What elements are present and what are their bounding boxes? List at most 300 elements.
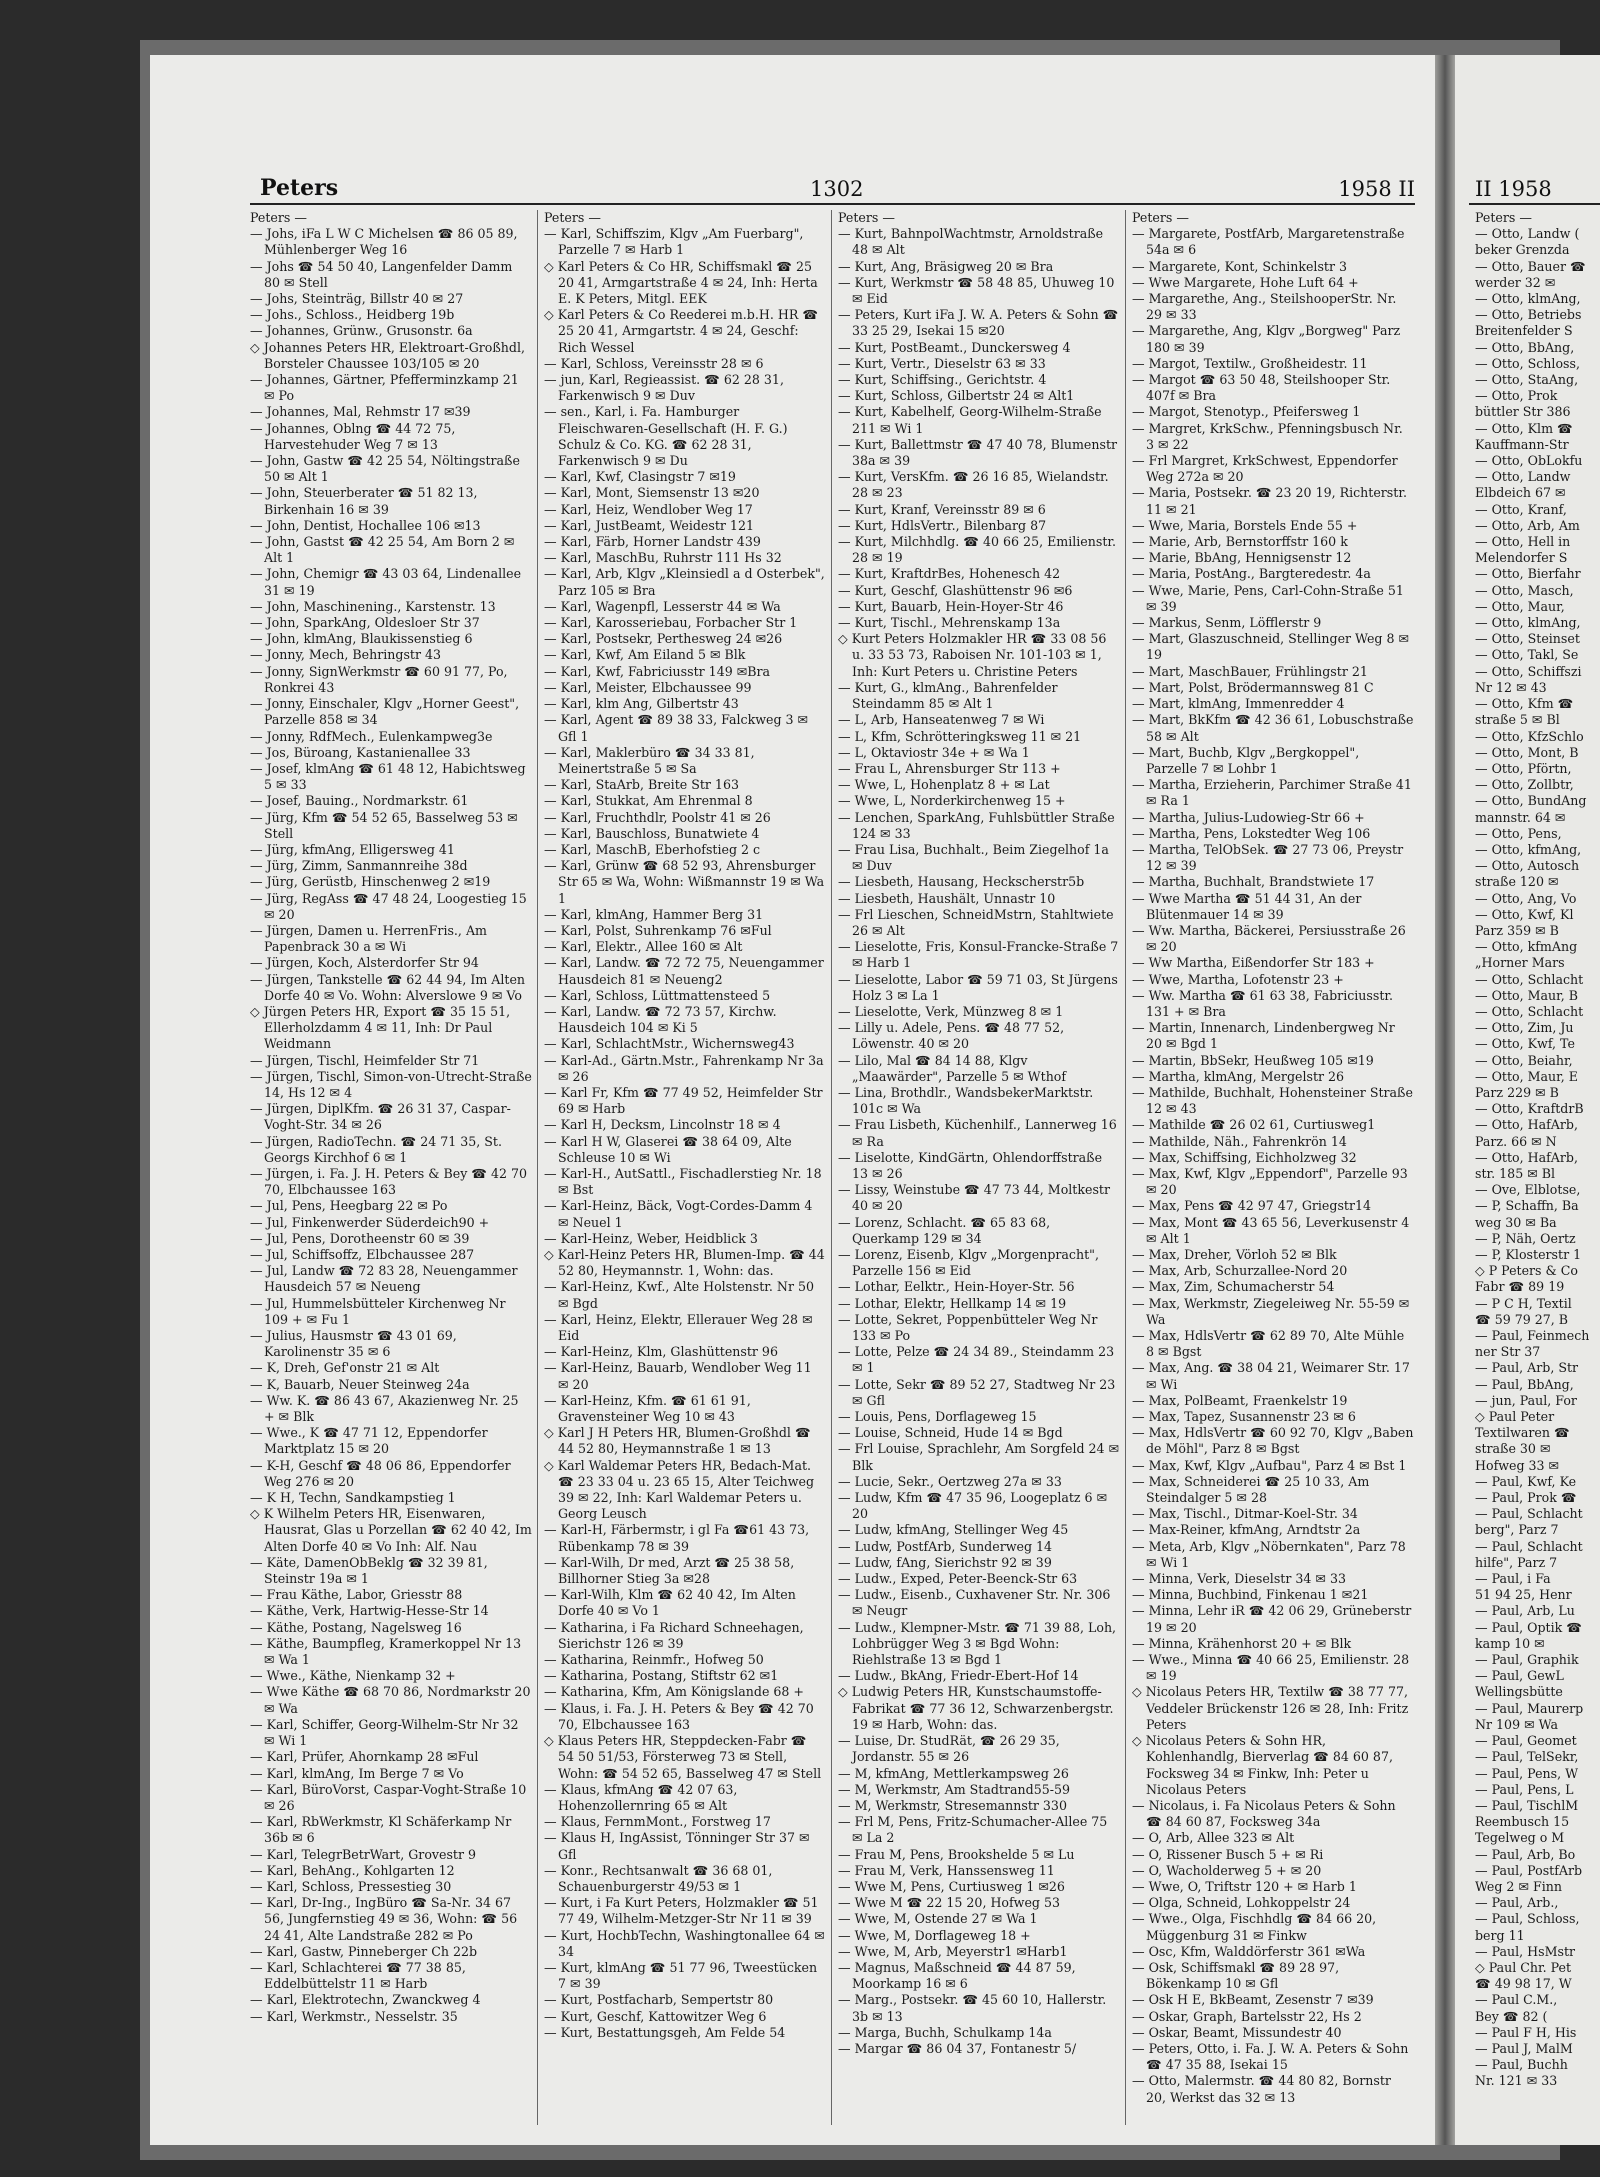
directory-entry: Nr. 121 ✉ 33 — [1475, 2073, 1558, 2089]
directory-entry: — John, Chemigr ☎ 43 03 64, Lindenallee 31 ✉ 19 — [250, 566, 522, 598]
directory-entry: — Mart, Polst, Brödermannsweg 81 C — [1132, 679, 1374, 695]
directory-entry: — John, Dentist, Hochallee 106 ✉13 — [250, 517, 481, 533]
directory-entry: — Max, Schiffsing, Eichholzweg 32 — [1132, 1149, 1357, 1165]
directory-entry: Breitenfelder S — [1475, 323, 1573, 339]
directory-entry: — Marie, Arb, Bernstorffstr 160 k — [1132, 534, 1348, 550]
directory-entry: — Kurt, Bauarb, Hein-Hoyer-Str 46 — [838, 598, 1064, 614]
directory-entry: — Otto, Steinset — [1475, 631, 1580, 647]
directory-entry: — Mart, BkKfm ☎ 42 36 61, Lobuschstraße 58 ✉ Alt — [1132, 712, 1414, 744]
directory-entry: ◇ Nicolaus Peters HR, Textilw ☎ 38 77 77, Veddeler Brückenstr 126 ✉ 28, Inh: Fritz Peters — [1132, 1684, 1409, 1732]
directory-entry: ◇ Ludwig Peters HR, Kunstschaumstoffe-Fabrikat ☎ 77 36 12, Schwarzenbergstr. 19 ✉ Harb, Wohn: das. — [838, 1684, 1114, 1732]
directory-entry: — Lothar, Eelktr., Hein-Hoyer-Str. 56 — [838, 1279, 1075, 1295]
directory-entry: kamp 10 ✉ — [1475, 1635, 1545, 1651]
directory-entry: — Johs., Schloss., Heidberg 19b — [250, 307, 455, 323]
directory-entry: ◇ Klaus Peters HR, Steppdecken-Fabr ☎ 54 50 51/53, Försterweg 73 ✉ Stell, Wohn: ☎ 54 52 65, Basselweg 47 ✉ Stell — [544, 1733, 822, 1781]
directory-entry: — Mart, Glaszuschneid, Stellinger Weg 8 ✉ 19 — [1132, 631, 1410, 663]
directory-entry: — Kurt, Postfacharb, Sempertstr 80 — [544, 1992, 774, 2008]
directory-entry: — Margar ☎ 86 04 37, Fontanestr 5/ — [838, 2040, 1077, 2056]
directory-entry: — Käte, DamenObBeklg ☎ 32 39 81, Steinstr 19a ✉ 1 — [250, 1554, 488, 1587]
directory-entry: — Karl, Dr-Ing., IngBüro ☎ Sa-Nr. 34 67 56, Jungfernstieg 49 ✉ 36, Wohn: ☎ 56 24 41, Alte Landstraße 282 ✉ Po — [250, 1895, 518, 1943]
directory-entry: — Jürg, Zimm, Sanmannreihe 38d — [250, 858, 468, 874]
directory-entry: Parz 229 ✉ B — [1475, 1084, 1559, 1100]
directory-entry: — Marie, BbAng, Hennigsenstr 12 — [1132, 550, 1352, 566]
directory-entry: — Mart, klmAng, Immenredder 4 — [1132, 696, 1345, 712]
directory-entry: — Meta, Arb, Klgv „Nöbernkaten", Parz 78 ✉ Wi 1 — [1132, 1538, 1406, 1570]
column-2 — [544, 210, 826, 2125]
directory-entry: — Karl, Schlachterei ☎ 77 38 85, Eddelbüttelstr 11 ✉ Harb — [250, 1959, 466, 1992]
directory-entry: ◇ Nicolaus Peters & Sohn HR, Kohlenhandlg, Bierverlag ☎ 84 60 87, Focksweg 34 ✉ Finkw, Inh: Peter u Nicolaus Peters — [1132, 1733, 1393, 1797]
directory-entry: — Nicolaus, i. Fa Nicolaus Peters & Sohn ☎ 84 60 87, Focksweg 34a — [1132, 1797, 1396, 1830]
directory-entry: — Kurt, Kabelhelf, Georg-Wilhelm-Straße 211 ✉ Wi 1 — [838, 404, 1102, 436]
directory-entry: — P, Näh, Oertz — [1475, 1230, 1576, 1246]
directory-entry: — Ludw., Eisenb., Cuxhavener Str. Nr. 306 ✉ Neugr — [838, 1587, 1111, 1619]
directory-entry: — Jürgen, i. Fa. J. H. Peters & Bey ☎ 42 70 70, Elbchaussee 163 — [250, 1165, 528, 1198]
directory-entry: — Max, Schneiderei ☎ 25 10 33, Am Steindalger 5 ✉ 28 — [1132, 1473, 1370, 1506]
directory-entry: — Kurt, Schloss, Gilbertstr 24 ✉ Alt1 — [838, 388, 1075, 404]
directory-entry: — Otto, Schiffszi — [1475, 663, 1582, 679]
directory-entry: — Martha, Buchhalt, Brandstwiete 17 — [1132, 874, 1375, 890]
directory-entry: — Konr., Rechtsanwalt ☎ 36 68 01, Schauenburgerstr 49/53 ✉ 1 — [544, 1862, 773, 1894]
directory-entry: — Katharina, Reinmfr., Hofweg 50 — [544, 1652, 764, 1668]
directory-entry: — Ludw, Kfm ☎ 47 35 96, Loogeplatz 6 ✉ 20 — [838, 1490, 1108, 1522]
directory-entry: — Kurt, Werkmstr ☎ 58 48 85, Uhuweg 10 ✉ Eid — [838, 274, 1115, 307]
directory-entry: — Jonny, Mech, Behringstr 43 — [250, 647, 442, 663]
directory-entry: — Karl, SchlachtMstr., Wichernsweg43 — [544, 1036, 795, 1052]
directory-entry: — Martha, Julius-Ludowieg-Str 66 + — [1132, 809, 1365, 825]
directory-entry: — Peters, Kurt iFa J. W. A. Peters & Sohn ☎ 33 25 29, Isekai 15 ✉20 — [838, 307, 1119, 339]
directory-entry: büttler Str 386 — [1475, 404, 1571, 420]
directory-entry: — Otto, KraftdrB — [1475, 1101, 1584, 1117]
directory-entry: — Paul, Arb, Str — [1475, 1360, 1579, 1376]
directory-entry: — John, SparkAng, Oldesloer Str 37 — [250, 615, 480, 631]
directory-entry: — Karl, Mont, Siemsenstr 13 ✉20 — [544, 485, 760, 501]
directory-entry: — Wwe., K ☎ 47 71 12, Eppendorfer Marktplatz 15 ✉ 20 — [250, 1425, 488, 1457]
directory-entry: — Otto, Kwf, Te — [1475, 1036, 1575, 1052]
directory-entry: — Jul, Finkenwerder Süderdeich90 + — [250, 1214, 490, 1230]
directory-entry: — Frau M, Verk, Hanssensweg 11 — [838, 1862, 1055, 1878]
directory-entry: — Karl, MaschBu, Ruhrstr 111 Hs 32 — [544, 550, 782, 566]
directory-entry: — Karl, Elektr., Allee 160 ✉ Alt — [544, 939, 743, 955]
directory-entry: Hofweg 33 ✉ — [1475, 1457, 1560, 1473]
directory-entry: — Kurt, Ang, Bräsigweg 20 ✉ Bra — [838, 258, 1054, 274]
directory-entry: — Wwe, Martha, Lofotenstr 23 + — [1132, 971, 1344, 987]
directory-entry: — Karl, klmAng, Hammer Berg 31 — [544, 906, 764, 922]
directory-entry: Parz 359 ✉ B — [1475, 922, 1559, 938]
directory-entry: werder 32 ✉ — [1475, 274, 1556, 290]
directory-entry: — Max, HdlsVertr ☎ 60 92 70, Klgv „Baben de Möhl", Parz 8 ✉ Bgst — [1132, 1425, 1414, 1457]
directory-entry: — Kurt, Schiffsing., Gerichtstr. 4 — [838, 372, 1047, 388]
directory-entry: — Karl-Heinz, Kwf., Alte Holstenstr. Nr 50 ✉ Bgd — [544, 1279, 814, 1311]
directory-entry: — Otto, Kwf, Kl — [1475, 906, 1574, 922]
directory-entry: — Oskar, Graph, Bartelsstr 22, Hs 2 — [1132, 2008, 1362, 2024]
column-1 — [250, 210, 532, 2125]
directory-entry: — Karl, Prüfer, Ahornkamp 28 ✉Ful — [250, 1749, 479, 1765]
directory-entry: — Paul J, MalM — [1475, 2040, 1573, 2056]
directory-entry: — Jürg, kfmAng, Elligersweg 41 — [250, 841, 455, 857]
directory-entry: — Otto, Zollbtr, — [1475, 777, 1574, 793]
directory-entry: — Louis, Pens, Dorflageweg 15 — [838, 1409, 1037, 1425]
directory-entry: — Ludw., Klempner-Mstr. ☎ 71 39 88, Loh, Lohbrügger Weg 3 ✉ Bgd Wohn: Riehlstraße 13 ✉ Bgd 1 — [838, 1619, 1117, 1668]
directory-entry: — Klaus, kfmAng ☎ 42 07 63, Hohenzollernring 65 ✉ Alt — [544, 1781, 738, 1813]
directory-entry: — Karl, BehAng., Kohlgarten 12 — [250, 1862, 455, 1878]
directory-entry: ◇ Karl Peters & Co HR, Schiffsmakl ☎ 25 20 41, Armgartstraße 4 ✉ 24, Inh: Herta E. K Peters, Mitgl. EEK — [544, 258, 818, 307]
directory-entry: — Lina, Brothdlr., WandsbekerMarktstr. 101c ✉ Wa — [838, 1084, 1094, 1117]
directory-entry: — Wwe., Käthe, Nienkamp 32 + — [250, 1668, 456, 1684]
directory-entry: — Paul, Schlacht — [1475, 1538, 1583, 1554]
directory-entry: ◇ Karl-Heinz Peters HR, Blumen-Imp. ☎ 44 52 80, Heymannstr. 1, Wohn: das. — [544, 1247, 825, 1279]
directory-entry: — Liselotte, KindGärtn, Ohlendorffstraße 13 ✉ 26 — [838, 1149, 1103, 1181]
directory-entry: — Minna, Verk, Dieselstr 34 ✉ 33 — [1132, 1571, 1346, 1587]
directory-entry: — Kurt, Geschf, Kattowitzer Weg 6 — [544, 2008, 767, 2024]
directory-entry: — Margarete, PostfArb, Margaretenstraße 54a ✉ 6 — [1132, 226, 1405, 258]
directory-entry: — Otto, Landw — [1475, 469, 1571, 485]
directory-entry: — O, Arb, Allee 323 ✉ Alt — [1132, 1830, 1295, 1846]
directory-entry: — Karl, Schiffszim, Klgv „Am Fuerbarg", Parzelle 7 ✉ Harb 1 — [544, 226, 804, 258]
directory-entry: — Karl, Werkmstr., Nesselstr. 35 — [250, 2008, 458, 2024]
directory-entry: — Käthe, Postang, Nagelsweg 16 — [250, 1619, 462, 1635]
directory-entry: — Karl-H., AutSattl., Fischadlerstieg Nr. 18 ✉ Bst — [544, 1165, 822, 1198]
directory-entry: — Otto, Autosch — [1475, 858, 1580, 874]
directory-entry: — Wwe, M, Arb, Meyerstr1 ✉Harb1 — [838, 1943, 1068, 1959]
directory-entry: — Maria, PostAng., Bargteredestr. 4a — [1132, 566, 1371, 582]
directory-entry: — Max, HdlsVertr ☎ 62 89 70, Alte Mühle 8 ✉ Bgst — [1132, 1328, 1405, 1360]
directory-entry: — Otto, Zim, Ju — [1475, 1020, 1574, 1036]
directory-entry: — Ludw., BkAng, Friedr-Ebert-Hof 14 — [838, 1668, 1079, 1684]
directory-entry: — Otto, Masch, — [1475, 582, 1574, 598]
header-name: Peters — [260, 175, 339, 201]
directory-entry: — Mathilde ☎ 26 02 61, Curtiusweg1 — [1132, 1117, 1376, 1133]
directory-entry: Reembusch 15 — [1475, 1814, 1570, 1830]
directory-entry: — Paul, Optik ☎ — [1475, 1619, 1582, 1635]
directory-entry: — Jul, Pens, Dorotheenstr 60 ✉ 39 — [250, 1230, 470, 1246]
directory-entry: berg", Parz 7 — [1475, 1522, 1559, 1538]
directory-entry: — Minna, Buchbind, Finkenau 1 ✉21 — [1132, 1587, 1369, 1603]
header-year: 1958 II — [1338, 177, 1415, 201]
directory-entry: — Paul F H, His — [1475, 2024, 1577, 2040]
directory-entry: — Karl, Stukkat, Am Ehrenmal 8 — [544, 793, 753, 809]
directory-entry: — Karl-Heinz, Weber, Heidblick 3 — [544, 1230, 758, 1246]
directory-page-left — [150, 55, 1435, 2145]
directory-entry: — Karl, Landw. ☎ 72 72 75, Neuengammer Hausdeich 81 ✉ Neueng2 — [544, 955, 824, 987]
directory-entry: — Jürgen, Tischl, Heimfelder Str 71 — [250, 1052, 480, 1068]
directory-entry: — Karl, Heiz, Wendlober Weg 17 — [544, 501, 753, 517]
directory-entry: — Otto, Landw ( — [1475, 226, 1580, 242]
directory-entry: — Mathilde, Näh., Fahrenkrön 14 — [1132, 1133, 1347, 1149]
directory-entry: — Kurt, Milchhdlg. ☎ 40 66 25, Emilienstr. 28 ✉ 19 — [838, 534, 1117, 566]
directory-entry: — Maria, Postsekr. ☎ 23 20 19, Richterstr. 11 ✉ 21 — [1132, 485, 1407, 517]
directory-entry: beker Grenzda — [1475, 242, 1570, 258]
directory-entry: — Johs, iFa L W C Michelsen ☎ 86 05 89, Mühlenberger Weg 16 — [250, 226, 518, 258]
directory-entry: — O, Wacholderweg 5 + ✉ 20 — [1132, 1862, 1322, 1878]
directory-entry: — Wwe Margarete, Hohe Luft 64 + — [1132, 274, 1359, 290]
column-divider — [831, 210, 832, 2125]
directory-entry: — Otto, kfmAng — [1475, 939, 1578, 955]
directory-entry: — Karl, Fruchthdlr, Poolstr 41 ✉ 26 — [544, 809, 771, 825]
directory-entry: — Otto, BbAng, — [1475, 339, 1575, 355]
directory-entry: — Otto, Schloss, — [1475, 355, 1580, 371]
directory-entry: — Max, Pens ☎ 42 97 47, Griegstr14 — [1132, 1198, 1372, 1214]
directory-entry: — Osc, Kfm, Walddörferstr 361 ✉Wa — [1132, 1943, 1366, 1959]
directory-entry: — Jonny, SignWerkmstr ☎ 60 91 77, Po, Ronkrei 43 — [250, 663, 508, 695]
directory-entry: — Otto, Mont, B — [1475, 744, 1579, 760]
directory-entry: — Kurt, PostBeamt., Dunckersweg 4 — [838, 339, 1071, 355]
directory-entry: — Martin, Innenarch, Lindenbergweg Nr 20 ✉ Bgd 1 — [1132, 1020, 1395, 1052]
directory-entry: — Karl, TelegrBetrWart, Grovestr 9 — [250, 1846, 477, 1862]
directory-entry: — Karl, Kwf, Clasingstr 7 ✉19 — [544, 469, 736, 485]
directory-entry: — Jonny, RdfMech., Eulenkampweg3e — [250, 728, 493, 744]
directory-entry: — Lieselotte, Verk, Münzweg 8 ✉ 1 — [838, 1003, 1064, 1019]
directory-entry: — Karl, JustBeamt, Weidestr 121 — [544, 517, 754, 533]
directory-entry: ◇ Karl Peters & Co Reederei m.b.H. HR ☎ 25 20 41, Armgartstr. 4 ✉ 24, Geschf: Rich Wessel — [544, 307, 819, 355]
directory-entry: — Minna, Krähenhorst 20 + ✉ Blk — [1132, 1635, 1352, 1651]
directory-entry: — Kurt, Geschf, Glashüttenstr 96 ✉6 — [838, 582, 1073, 598]
directory-entry: — Max, Dreher, Vörloh 52 ✉ Blk — [1132, 1247, 1337, 1262]
directory-entry: — Paul, Prok ☎ — [1475, 1490, 1577, 1506]
directory-entry: — Ww. Martha, Bäckerei, Persiusstraße 26 ✉ 20 — [1132, 922, 1406, 955]
directory-entry: — Paul, Geomet — [1475, 1733, 1577, 1749]
directory-entry: — Kurt, G., klmAng., Bahrenfelder Steindamm 85 ✉ Alt 1 — [838, 679, 1058, 712]
directory-entry: — Marga, Buchh, Schulkamp 14a — [838, 2024, 1052, 2040]
directory-entry: — Frau L, Ahrensburger Str 113 + — [838, 760, 1061, 776]
directory-entry: — L, Kfm, Schrötteringksweg 11 ✉ 21 — [838, 728, 1082, 744]
directory-entry: — Frl M, Pens, Fritz-Schumacher-Allee 75 ✉ La 2 — [838, 1814, 1108, 1846]
directory-entry: Peters — — [838, 210, 895, 225]
directory-entry: — Käthe, Verk, Hartwig-Hesse-Str 14 — [250, 1603, 489, 1619]
directory-entry: — Markus, Senm, Löfflerstr 9 — [1132, 615, 1322, 631]
directory-entry: — Jürgen, Koch, Alsterdorfer Str 94 — [250, 955, 479, 971]
directory-entry: — Lotte, Sekr ☎ 89 52 27, Stadtweg Nr 23 ✉ Gfl — [838, 1376, 1116, 1408]
directory-entry: — Klaus H, IngAssist, Tönninger Str 37 ✉ Gfl — [544, 1830, 810, 1862]
directory-entry: — Karl, klmAng, Im Berge 7 ✉ Vo — [250, 1765, 464, 1781]
directory-entry: Peters — — [544, 210, 601, 225]
directory-entry: — Lenchen, SparkAng, Fuhlsbüttler Straße 124 ✉ 33 — [838, 809, 1115, 841]
directory-entry: — Magnus, Maßschneid ☎ 44 87 59, Moorkamp 16 ✉ 6 — [838, 1959, 1076, 1992]
directory-entry: — Otto, HafArb, — [1475, 1117, 1578, 1133]
directory-entry: — Karl-Heinz, Bauarb, Wendlober Weg 11 ✉ 20 — [544, 1360, 812, 1392]
directory-entry: — Otto, Prok — [1475, 388, 1558, 404]
directory-entry: — Minna, Lehr iR ☎ 42 06 29, Grüneberstr 19 ✉ 20 — [1132, 1603, 1412, 1635]
directory-entry: — Max, Tapez, Susannenstr 23 ✉ 6 — [1132, 1409, 1356, 1425]
directory-entry: — Katharina, i Fa Richard Schneehagen, Sierichstr 126 ✉ 39 — [544, 1619, 804, 1651]
directory-entry: — Ww Martha, Eißendorfer Str 183 + — [1132, 955, 1375, 971]
directory-entry: ◇ Jürgen Peters HR, Export ☎ 35 15 51, Ellerholzdamm 4 ✉ 11, Inh: Dr Paul Weidmann — [250, 1003, 511, 1052]
directory-entry: — Otto, Schlacht — [1475, 1003, 1584, 1019]
directory-entry: — P C H, Textil — [1475, 1295, 1572, 1311]
directory-entry: — Johs ☎ 54 50 40, Langenfelder Damm 80 ✉ Stell — [250, 258, 513, 290]
directory-entry: — Kurt, Bestattungsgeh, Am Felde 54 — [544, 2024, 786, 2040]
directory-entry: — Karl, Schloss, Pressestieg 30 — [250, 1878, 452, 1894]
directory-entry: — Katharina, Kfm, Am Königslande 68 + — [544, 1684, 804, 1700]
directory-entry: — Margarethe, Ang., SteilshooperStr. Nr. 29 ✉ 33 — [1132, 291, 1397, 323]
directory-entry: — Peters, Otto, i. Fa. J. W. A. Peters & Sohn ☎ 47 35 88, Isekai 15 — [1132, 2040, 1409, 2073]
directory-entry: — Jul, Schiffsoffz, Elbchaussee 287 — [250, 1247, 475, 1262]
directory-entry: — Max, Ang. ☎ 38 04 21, Weimarer Str. 17 ✉ Wi — [1132, 1360, 1410, 1392]
directory-entry: — Karl, Gastw, Pinneberger Ch 22b — [250, 1943, 478, 1959]
directory-entry: — Otto, KfzSchlo — [1475, 728, 1584, 744]
directory-entry: — M, kfmAng, Mettlerkampsweg 26 — [838, 1765, 1069, 1781]
page-header — [150, 165, 1435, 205]
directory-entry: — Otto, klmAng, — [1475, 615, 1581, 631]
directory-entry: — P, Schaffn, Ba — [1475, 1198, 1579, 1214]
directory-entry: — Lieselotte, Labor ☎ 59 71 03, St Jürgens Holz 3 ✉ La 1 — [838, 971, 1118, 1003]
directory-entry: — Karl, Färb, Horner Landstr 439 — [544, 534, 761, 550]
right-header-rule — [1469, 203, 1600, 205]
directory-entry: ◇ Paul Peter — [1475, 1409, 1555, 1425]
column-divider — [537, 210, 538, 2125]
directory-entry: — Max-Reiner, kfmAng, Arndtstr 2a — [1132, 1522, 1361, 1538]
directory-entry: — Wwe, L, Hohenplatz 8 + ✉ Lat — [838, 777, 1050, 793]
directory-entry: — Otto, Bauer ☎ — [1475, 258, 1586, 274]
directory-entry: — Otto, Maur, B — [1475, 987, 1579, 1003]
directory-entry: — Otto, BundAng — [1475, 793, 1587, 809]
directory-entry: — Kurt, Tischl., Mehrenskamp 13a — [838, 615, 1061, 631]
directory-entry: ☎ 59 79 27, B — [1475, 1311, 1569, 1327]
directory-entry: — Jürgen, Damen u. HerrenFris., Am Papenbrack 30 a ✉ Wi — [250, 922, 487, 955]
directory-entry: — Wwe Käthe ☎ 68 70 86, Nordmarkstr 20 ✉ Wa — [250, 1684, 531, 1716]
directory-entry: — Margot, Stenotyp., Pfeifersweg 1 — [1132, 404, 1361, 420]
directory-entry: — Osk H E, BkBeamt, Zesenstr 7 ✉39 — [1132, 1992, 1374, 2008]
directory-entry: ◇ P Peters & Co — [1475, 1263, 1578, 1279]
directory-entry: — Otto, Ang, Vo — [1475, 890, 1577, 906]
directory-entry: straße 30 ✉ — [1475, 1441, 1551, 1457]
page-number: 1302 — [810, 177, 864, 201]
directory-entry: — Julius, Hausmstr ☎ 43 01 69, Karolinenstr 35 ✉ 6 — [250, 1328, 457, 1360]
directory-entry: Bey ☎ 82 ( — [1475, 2008, 1548, 2024]
directory-entry: — Karl-Heinz, Bäck, Vogt-Cordes-Damm 4 ✉ Neuel 1 — [544, 1198, 813, 1230]
directory-entry: — Kurt, HdlsVertr., Bilenbarg 87 — [838, 517, 1047, 533]
directory-entry: ◇ Karl J H Peters HR, Blumen-Großhdl ☎ 44 52 80, Heymannstraße 1 ✉ 13 — [544, 1425, 811, 1457]
directory-entry: — Karl, Bauschloss, Bunatwiete 4 — [544, 825, 760, 841]
directory-entry: — Karl H, Decksm, Lincolnstr 18 ✉ 4 — [544, 1117, 781, 1133]
directory-entry: — Ludw, fAng, Sierichstr 92 ✉ 39 — [838, 1554, 1052, 1570]
directory-entry: — Jürgen, RadioTechn. ☎ 24 71 35, St. Georgs Kirchhof 6 ✉ 1 — [250, 1133, 502, 1165]
directory-entry: Kauffmann-Str — [1475, 436, 1569, 452]
directory-entry: — Paul, TelSekr, — [1475, 1749, 1579, 1765]
directory-entry: — Mart, MaschBauer, Frühlingstr 21 — [1132, 663, 1368, 679]
directory-entry: — Paul, Pens, W — [1475, 1765, 1579, 1781]
directory-entry: — Jul, Landw ☎ 72 83 28, Neuengammer Hausdeich 57 ✉ Neueng — [250, 1263, 518, 1295]
directory-entry: — Karl-Heinz, Kfm. ☎ 61 61 91, Gravensteiner Weg 10 ✉ 43 — [544, 1392, 751, 1425]
directory-entry: — Otto, Kranf, — [1475, 501, 1567, 517]
directory-entry: — Lorenz, Schlacht. ☎ 65 83 68, Querkamp 129 ✉ 34 — [838, 1214, 1051, 1246]
directory-entry: — Otto, kfmAng, — [1475, 841, 1582, 857]
directory-entry: — Otto, StaAng, — [1475, 372, 1579, 388]
directory-entry: — Max, Arb, Schurzallee-Nord 20 — [1132, 1263, 1348, 1279]
directory-entry: — Oskar, Beamt, Missundestr 40 — [1132, 2024, 1342, 2040]
directory-entry: Elbdeich 67 ✉ — [1475, 485, 1566, 501]
directory-entry: — Karl, MaschB, Eberhofstieg 2 c — [544, 841, 761, 857]
directory-entry: Nr 109 ✉ Wa — [1475, 1716, 1558, 1732]
directory-entry: — L, Oktaviostr 34e + ✉ Wa 1 — [838, 744, 1030, 760]
directory-entry: — Paul, Graphik — [1475, 1652, 1579, 1668]
directory-entry: — Johannes, Mal, Rehmstr 17 ✉39 — [250, 404, 471, 420]
directory-entry: — Jos, Büroang, Kastanienallee 33 — [250, 744, 471, 760]
directory-entry: — Martha, TelObSek. ☎ 27 73 06, Preystr 12 ✉ 39 — [1132, 841, 1404, 874]
directory-entry: — Karl Fr, Kfm ☎ 77 49 52, Heimfelder Str 69 ✉ Harb — [544, 1084, 823, 1117]
directory-entry: ◇ Kurt Peters Holzmakler HR ☎ 33 08 56 u. 33 53 73, Raboisen Nr. 101-103 ✉ 1, Inh: Kurt Peters u. Christine Peters — [838, 631, 1107, 679]
directory-entry: — Karl, Postsekr, Perthesweg 24 ✉26 — [544, 631, 783, 647]
directory-entry: — Jürgen, Tischl, Simon-von-Utrecht-Straße 14, Hs 12 ✉ 4 — [250, 1068, 532, 1100]
directory-entry: — Wwe, L, Norderkirchenweg 15 + — [838, 793, 1066, 809]
directory-entry: — Otto, Pförtn, — [1475, 760, 1572, 776]
book-gutter — [1435, 55, 1455, 2145]
directory-entry: — Frau M, Pens, Brookshelde 5 ✉ Lu — [838, 1846, 1075, 1862]
directory-entry: ◇ Johannes Peters HR, Elektroart-Großhdl, Borsteler Chaussee 103/105 ✉ 20 — [250, 339, 526, 371]
directory-entry: — Otto, Beiahr, — [1475, 1052, 1573, 1068]
directory-entry: — Mathilde, Buchhalt, Hohensteiner Straße 12 ✉ 43 — [1132, 1084, 1413, 1117]
directory-entry: — Lotte, Sekret, Poppenbütteler Weg Nr 133 ✉ Po — [838, 1311, 1098, 1344]
directory-entry: — Karl, Schloss, Vereinsstr 28 ✉ 6 — [544, 355, 764, 371]
directory-entry: — Karl, StaArb, Breite Str 163 — [544, 777, 739, 793]
directory-entry: — Johannes, Grünw., Grusonstr. 6a — [250, 323, 473, 339]
directory-entry: Fabr ☎ 89 19 — [1475, 1279, 1565, 1295]
directory-entry: — Max, Tischl., Ditmar-Koel-Str. 34 — [1132, 1506, 1358, 1522]
directory-entry: — Kurt, KraftdrBes, Hohenesch 42 — [838, 566, 1061, 582]
directory-entry: — Otto, Maur, E — [1475, 1068, 1578, 1084]
directory-entry: — Paul, Schlacht — [1475, 1506, 1583, 1522]
directory-entry: — Karl, BüroVorst, Caspar-Voght-Straße 10 ✉ 26 — [250, 1781, 527, 1813]
directory-entry: — Kurt, Ballettmstr ☎ 47 40 78, Blumenstr 38a ✉ 39 — [838, 436, 1118, 469]
directory-entry: weg 30 ✉ Ba — [1475, 1214, 1557, 1230]
directory-entry: Peters — — [1475, 210, 1532, 225]
directory-entry: — Martin, BbSekr, Heußweg 105 ✉19 — [1132, 1052, 1374, 1068]
directory-entry: ◇ Paul Chr. Pet — [1475, 1959, 1572, 1975]
directory-entry: — Liesbeth, Hausang, Heckscherstr5b — [838, 874, 1085, 890]
directory-entry: — Lilo, Mal ☎ 84 14 88, Klgv „Maawärder", Parzelle 5 ✉ Wthof — [838, 1052, 1067, 1084]
directory-entry: — Olga, Schneid, Lohkoppelstr 24 — [1132, 1895, 1351, 1911]
directory-entry: — Paul, BbAng, — [1475, 1376, 1574, 1392]
directory-entry: — Karl-Ad., Gärtn.Mstr., Fahrenkamp Nr 3a ✉ 26 — [544, 1052, 824, 1084]
directory-entry: — Klaus, FernmMont., Forstweg 17 — [544, 1814, 771, 1830]
directory-entry: — Ove, Elblotse, — [1475, 1182, 1581, 1198]
directory-entry: — Wwe, M, Ostende 27 ✉ Wa 1 — [838, 1911, 1038, 1927]
directory-entry: — Lieselotte, Fris, Konsul-Francke-Straße 7 ✉ Harb 1 — [838, 939, 1119, 971]
directory-entry: — Jürg, Kfm ☎ 54 52 65, Basselweg 53 ✉ Stell — [250, 809, 518, 841]
right-column — [1475, 210, 1600, 2090]
directory-entry: straße 120 ✉ — [1475, 874, 1559, 890]
directory-entry: — Otto, Arb, Am — [1475, 517, 1580, 533]
directory-entry: — Karl-Wilh, Dr med, Arzt ☎ 25 38 58, Billhorner Stieg 3a ✉28 — [544, 1554, 795, 1587]
directory-entry: — Käthe, Baumpfleg, Kramerkoppel Nr 13 ✉ Wa 1 — [250, 1635, 522, 1668]
directory-entry: — John, Gastst ☎ 42 25 54, Am Born 2 ✉ Alt 1 — [250, 534, 515, 566]
directory-entry: — Frau Lisa, Buchhalt., Beim Ziegelhof 1a ✉ Duv — [838, 841, 1109, 874]
directory-entry: — Paul, Maurerp — [1475, 1700, 1584, 1716]
directory-entry: — Karl, klm Ang, Gilbertstr 43 — [544, 696, 739, 712]
directory-entry: 51 94 25, Henr — [1475, 1587, 1572, 1603]
directory-entry: — Kurt, i Fa Kurt Peters, Holzmakler ☎ 51 77 49, Wilhelm-Metzger-Str Nr 11 ✉ 39 — [544, 1895, 819, 1927]
column-divider — [1125, 210, 1126, 2125]
directory-entry: — Otto, Kfm ☎ — [1475, 696, 1574, 712]
directory-entry: — Otto, Malermstr. ☎ 44 80 82, Bornstr 20, Werkst das 32 ✉ 13 — [1132, 2073, 1391, 2105]
directory-entry: — Lilly u. Adele, Pens. ☎ 48 77 52, Löwenstr. 40 ✉ 20 — [838, 1020, 1065, 1052]
directory-entry: — Karl-H, Färbermstr, i gl Fa ☎61 43 73, Rübenkamp 78 ✉ 39 — [544, 1522, 810, 1554]
directory-entry: — Paul, Pens, L — [1475, 1781, 1574, 1797]
directory-entry: — Max, Zim, Schumacherstr 54 — [1132, 1279, 1335, 1295]
directory-entry: — Otto, Betriebs — [1475, 307, 1582, 323]
directory-entry: — John, klmAng, Blaukissenstieg 6 — [250, 631, 473, 647]
directory-entry: — Liesbeth, Haushält, Unnastr 10 — [838, 890, 1056, 906]
directory-entry: — jun, Paul, For — [1475, 1392, 1577, 1408]
directory-entry: — Otto, Klm ☎ — [1475, 420, 1573, 436]
directory-entry: — Jürg, Gerüstb, Hinschenweg 2 ✉19 — [250, 874, 491, 890]
directory-entry: Weg 2 ✉ Finn — [1475, 1878, 1562, 1894]
directory-entry: — Max, PolBeamt, Fraenkelstr 19 — [1132, 1392, 1348, 1408]
directory-entry: — Otto, Pens, — [1475, 825, 1562, 841]
directory-entry: — Max, Kwf, Klgv „Eppendorf", Parzelle 93 ✉ 20 — [1132, 1165, 1408, 1198]
directory-entry: — Karl-Heinz, Klm, Glashüttenstr 96 — [544, 1344, 778, 1360]
directory-entry: — Lotte, Pelze ☎ 24 34 89., Steindamm 23 ✉ 1 — [838, 1344, 1115, 1376]
directory-entry: — Paul, Schloss, — [1475, 1911, 1580, 1927]
